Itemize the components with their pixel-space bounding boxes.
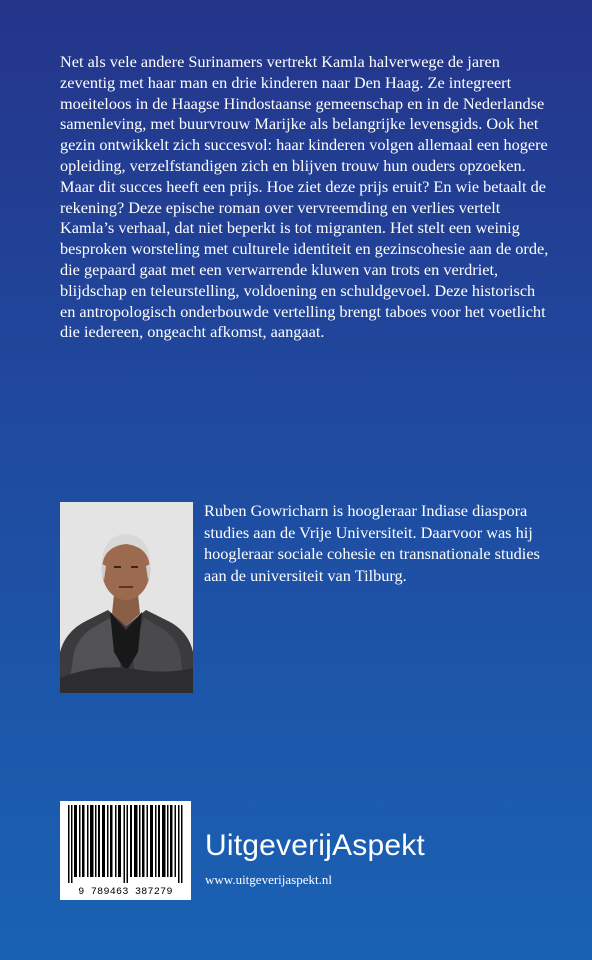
barcode-digits: 9 789463 387279 [78, 887, 173, 898]
author-bio: Ruben Gowricharn is hoogleraar Indiase diaspora studies aan de Vrije Universiteit. Daarvoor was hij hoogleraar sociale cohesie en transnationale studies aan de universiteit van Tilburg. [204, 501, 540, 585]
isbn-barcode [60, 801, 191, 900]
author-photo [60, 502, 193, 693]
publisher-website: www.uitgeverijaspekt.nl [205, 872, 332, 887]
publisher-name: UitgeverijAspekt [205, 829, 425, 862]
author-portrait-illustration [60, 502, 193, 693]
book-blurb: Net als vele andere Surinamers vertrekt Kamla halverwege de jaren zeventig met haar man en drie kinderen naar Den Haag. Ze integreert moeiteloos in de Haagse Hindostaanse gemeenschap en in de Nederlandse samenleving, met buurvrouw Marijke als belangrijke levensgids. Ook het gezin ontwikkelt zich succesvol: haar kinderen volgen allemaal een hogere opleiding, verzelfstandigen zich en blijven trouw hun ouders opzoeken. Maar dit succes heeft een prijs. Hoe ziet deze prijs eruit? En wie betaalt de rekening? Deze epische roman over vervreemding en verlies vertelt Kamla’s verhaal, dat niet beperkt is tot migranten. Het stelt een weinig besproken worsteling met culturele identiteit en gezinscohesie aan de orde, die gepaard gaat met een verwarrende kluwen van trots en verdriet, blijdschap en teleurstelling, voldoening en schuldgevoel. Deze historisch en antropologisch onderbouwde vertelling brengt taboes voor het voetlicht die iedereen, ongeacht afkomst, aangaat. [60, 52, 549, 342]
barcode-bars [68, 805, 183, 883]
